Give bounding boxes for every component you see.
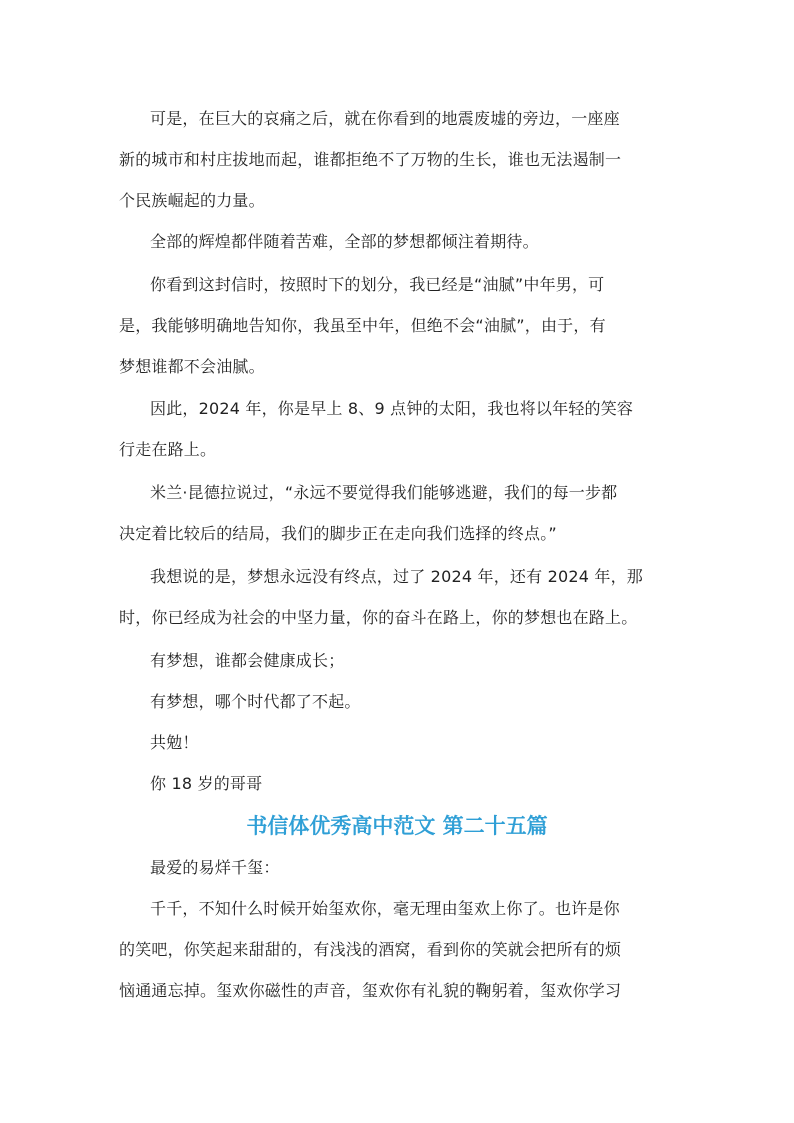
paragraph-signature (119, 763, 677, 804)
text-line: 是，我能够明确地告知你，我虽至中年，但绝不会“油腻”，由于，有 (119, 316, 606, 335)
paragraph-dream-grow (119, 640, 677, 681)
text-line: 的笑吧，你笑起来甜甜的，有浅浅的酒窝，看到你的笑就会把所有的烦 (119, 940, 622, 959)
text-line: 全部的辉煌都伴随着苦难，全部的梦想都倾注着期待。 (150, 232, 539, 251)
text-line: 最爱的易烊千玺： (150, 858, 280, 877)
text-line: 恼通通忘掉。玺欢你磁性的声音，玺欢你有礼貌的鞠躬着，玺欢你学习 (119, 981, 622, 1000)
paragraph-dream-era (119, 681, 677, 722)
text-line: 梦想谁都不会油腻。 (119, 357, 265, 376)
paragraph-sun (119, 388, 677, 470)
paragraph-kundera-quote (119, 472, 677, 554)
text-line: 时，你已经成为社会的中坚力量，你的奋斗在路上，你的梦想也在路上。 (119, 608, 638, 627)
text-line: 个民族崛起的力量。 (119, 191, 265, 210)
text-line: 你 18 岁的哥哥 (150, 774, 263, 793)
text-line: 共勉！ (150, 733, 199, 752)
paragraph-salutation (119, 847, 677, 888)
text-line: 千千，不知什么时候开始玺欢你，毫无理由玺欢上你了。也许是你 (150, 899, 620, 918)
text-line: 米兰·昆德拉说过，“永远不要觉得我们能够逃避，我们的每一步都 (150, 483, 618, 502)
text-line: 可是，在巨大的哀痛之后，就在你看到的地震废墟的旁边，一座座 (150, 109, 620, 128)
text-line: 决定着比较后的结局，我们的脚步正在走向我们选择的终点。” (119, 524, 557, 543)
paragraph-encourage (119, 722, 677, 763)
text-line: 有梦想，谁都会健康成长； (150, 651, 345, 670)
paragraph-letter-body (119, 888, 677, 1011)
paragraph-no-end (119, 556, 677, 638)
text-line: 我想说的是，梦想永远没有终点，过了 2024 年，还有 2024 年，那 (150, 567, 643, 586)
section-heading: 书信体优秀高中范文 第二十五篇 (246, 814, 548, 838)
text-line: 因此，2024 年，你是早上 8、9 点钟的太阳，我也将以年轻的笑容 (150, 399, 634, 418)
text-line: 新的城市和村庄拔地而起，谁都拒绝不了万物的生长，谁也无法遏制一 (119, 150, 622, 169)
paragraph-aftermath (119, 98, 677, 221)
text-line: 行走在路上。 (119, 440, 217, 459)
text-line: 你看到这封信时，按照时下的划分，我已经是“油腻”中年男，可 (150, 275, 605, 294)
paragraph-middle-age (119, 264, 677, 387)
paragraph-glory (119, 221, 677, 262)
text-line: 有梦想，哪个时代都了不起。 (150, 692, 361, 711)
